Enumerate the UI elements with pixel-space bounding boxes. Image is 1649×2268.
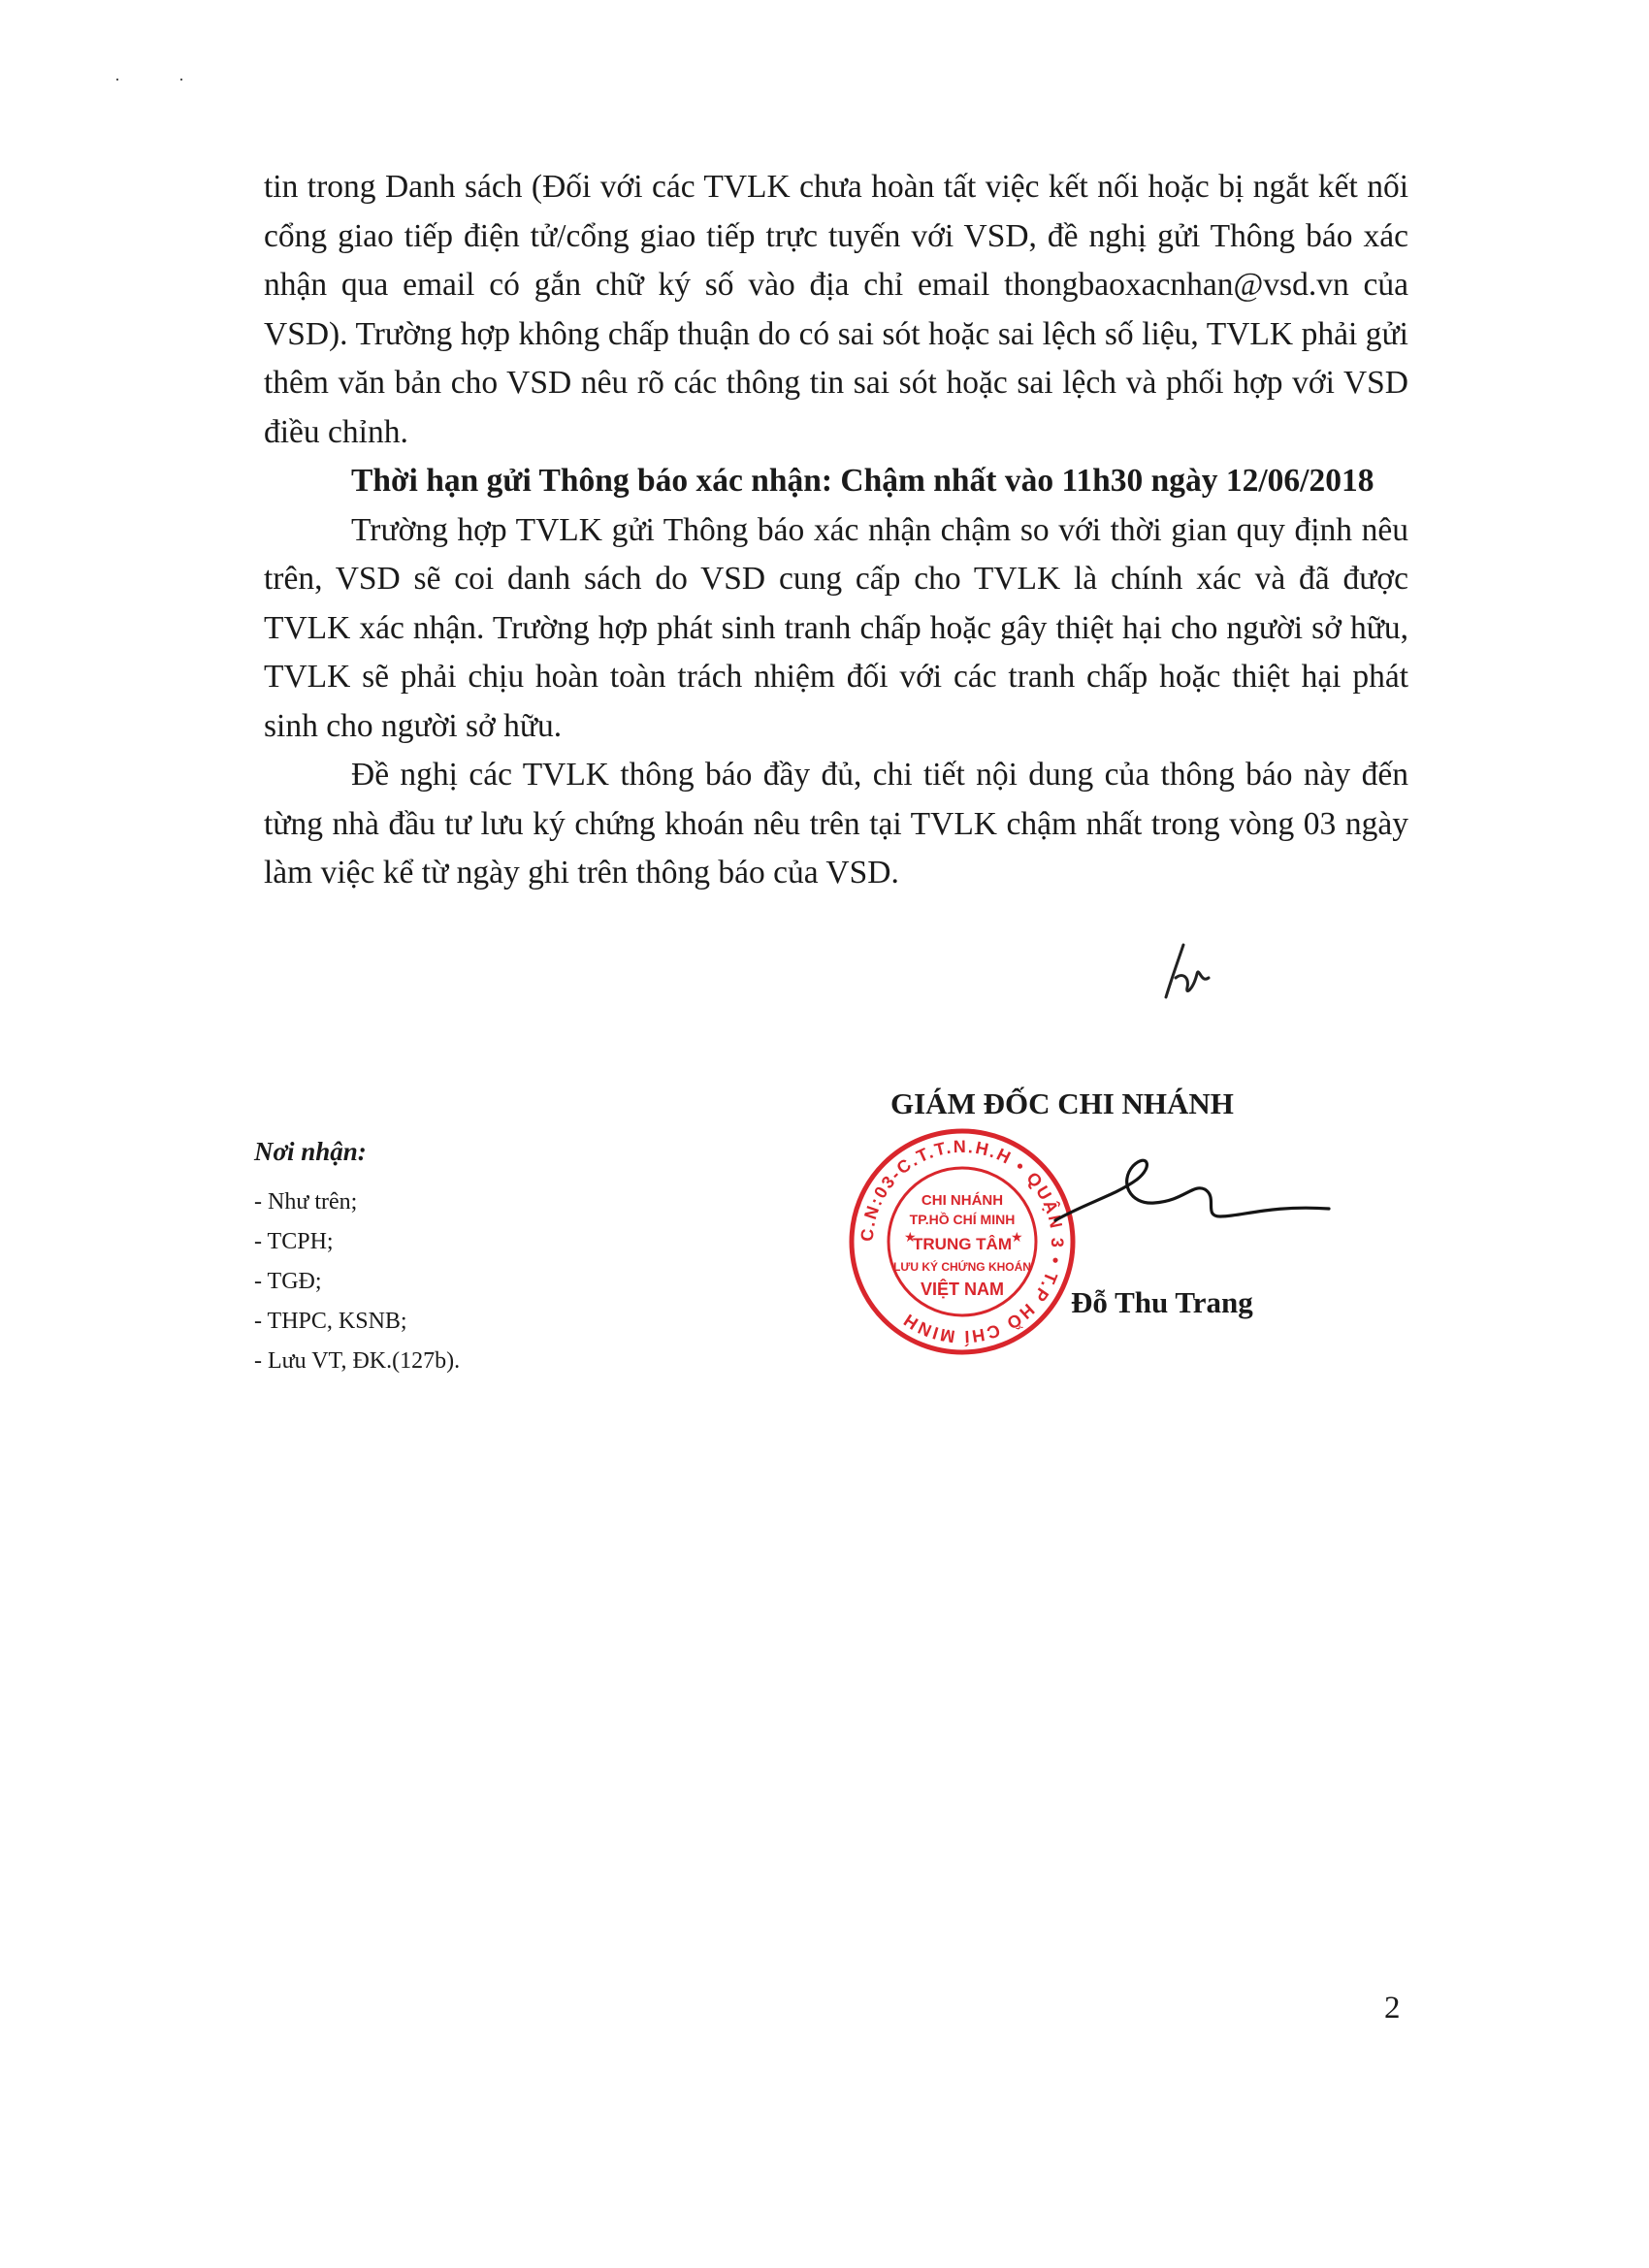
paragraph-late-confirmation: Trường hợp TVLK gửi Thông báo xác nhận chậm so với thời gian quy định nêu trên, VSD sẽ coi danh sách do VSD cung cấp cho TVLK là chính xác và đã được TVLK xác nhận. Trường hợp phát sinh tranh chấp hoặc gây thiệt hại cho người sở hữu, TVLK sẽ phải chịu hoàn toàn trách nhiệm đối với các tranh chấp hoặc thiệt hại phát sinh cho người sở hữu.: [264, 511, 1408, 744]
stamp-ring-text: C.N:03-C.T.T.N.H.H • QUẬN 3 • T.P HỒ CHÍ MINH: [857, 1136, 1068, 1347]
stamp-line: VIỆT NAM: [920, 1280, 1005, 1299]
stamp-line: CHI NHÁNH: [921, 1192, 1004, 1209]
initials-mark-icon: [1154, 939, 1222, 1007]
recipient-item: - Như trên;: [254, 1189, 358, 1215]
recipients-block: [254, 1137, 460, 1381]
signature-block: [854, 1077, 1397, 1347]
recipients-list: [254, 1183, 460, 1381]
paragraph-notify-investors: Đề nghị các TVLK thông báo đầy đủ, chi tiết nội dung của thông báo này đến từng nhà đầu tư lưu ký chứng khoán nêu trên tại TVLK chậm nhất trong vòng 03 ngày làm việc kể từ ngày ghi trên thông báo của VSD.: [264, 757, 1408, 891]
paragraph-deadline: Thời hạn gửi Thông báo xác nhận: Chậm nhất vào 11h30 ngày 12/06/2018: [351, 463, 1374, 499]
body-text: [264, 163, 1408, 898]
signature-title: GIÁM ĐỐC CHI NHÁNH: [890, 1086, 1234, 1120]
signer-name: Đỗ Thu Trang: [1071, 1285, 1253, 1319]
svg-text:★: ★: [1011, 1230, 1023, 1246]
paragraph-email-instruction: tin trong Danh sách (Đối với các TVLK chưa hoàn tất việc kết nối hoặc bị ngắt kết nối cổng giao tiếp điện tử/cổng giao tiếp trực tuyến với VSD, đề nghị gửi Thông báo xác nhận qua email có gắn chữ ký số vào địa chỉ email thongbaoxacnhan@vsd.vn của VSD). Trường hợp không chấp thuận do có sai sót hoặc sai lệch số liệu, TVLK phải gửi thêm văn bản cho VSD nêu rõ các thông tin sai sót hoặc sai lệch và phối hợp với VSD điều chỉnh.: [264, 169, 1408, 450]
recipient-item: - TCPH;: [254, 1229, 334, 1254]
red-seal-stamp-icon: [846, 1125, 1079, 1358]
svg-text:★: ★: [904, 1230, 917, 1246]
stamp-line: TRUNG TÂM: [913, 1235, 1012, 1253]
recipient-item: - TGĐ;: [254, 1269, 322, 1294]
page-number: 2: [1384, 1991, 1401, 2025]
recipients-title: Nơi nhận:: [254, 1137, 367, 1166]
scan-marks: ··: [114, 70, 242, 89]
stamp-line: TP.HỒ CHÍ MINH: [909, 1212, 1016, 1227]
recipient-item: - THPC, KSNB;: [254, 1309, 407, 1334]
stamp-line: LƯU KÝ CHỨNG KHOÁN: [893, 1260, 1031, 1274]
recipient-item: - Lưu VT, ĐK.(127b).: [254, 1348, 461, 1374]
handwritten-signature-icon: [1048, 1145, 1339, 1261]
